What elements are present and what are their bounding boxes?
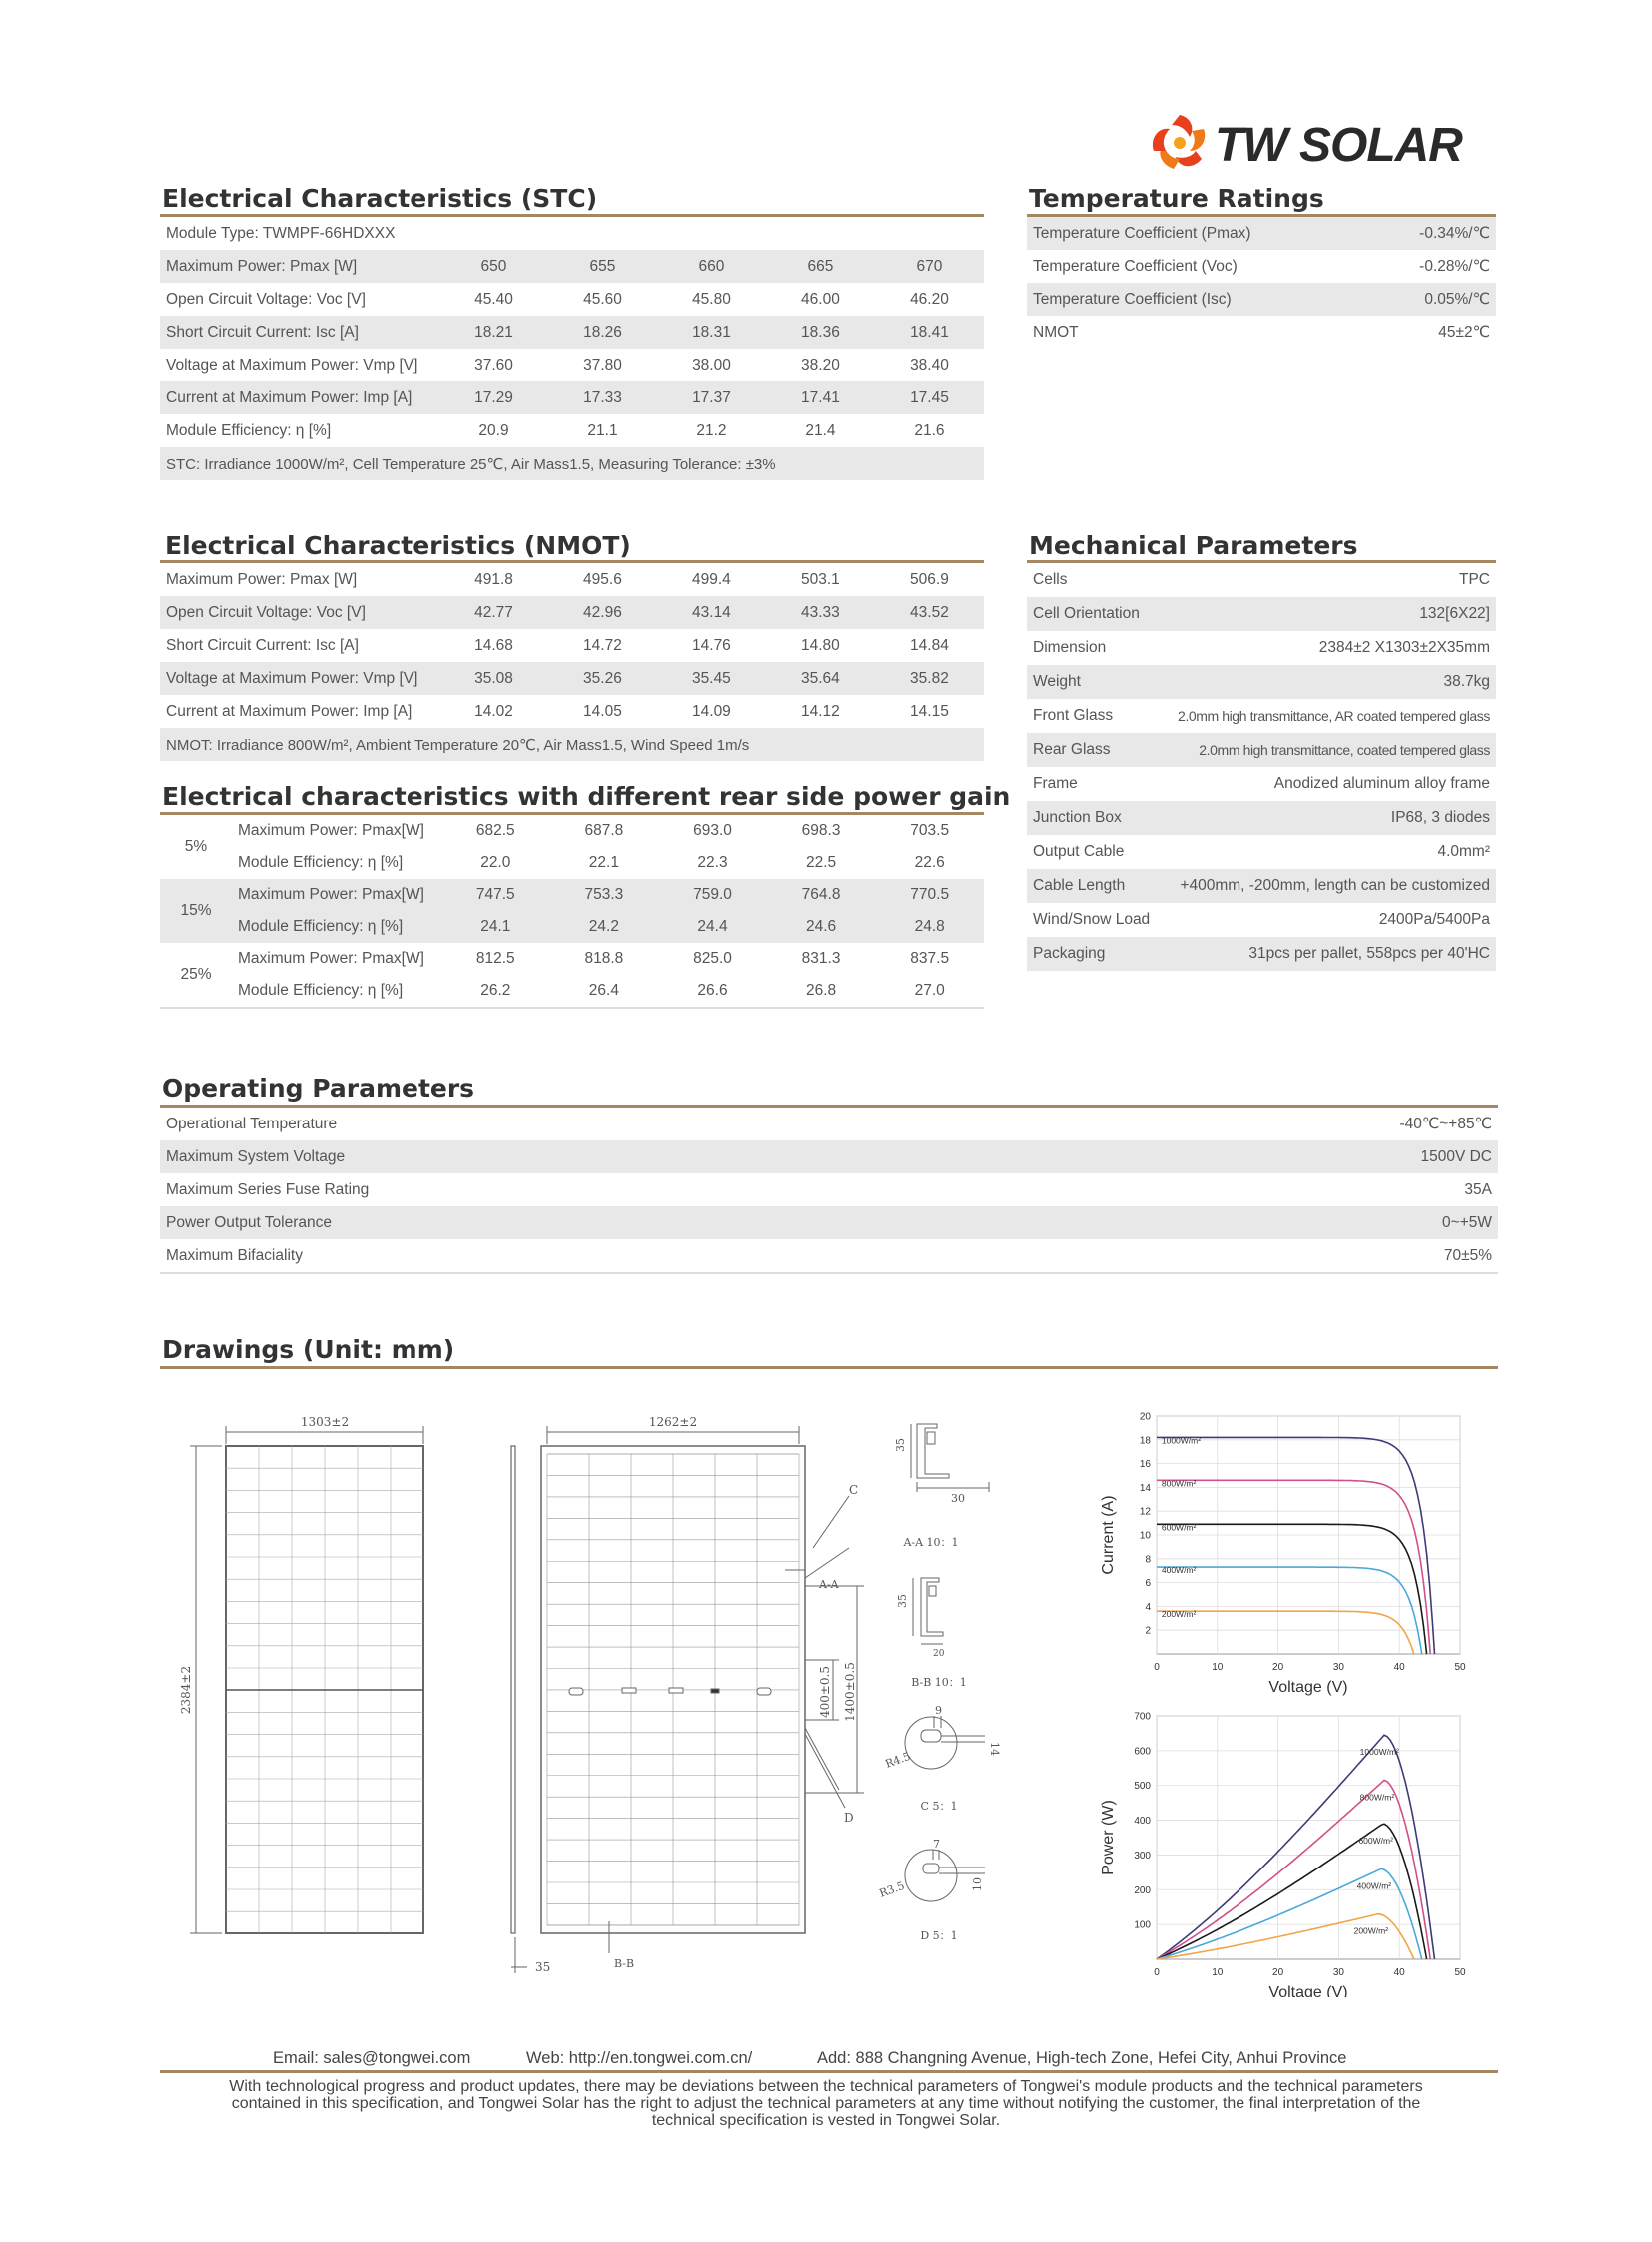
cell-value: 693.0 xyxy=(693,822,732,839)
row-value: 4.0mm² xyxy=(1437,843,1490,860)
label-c: C xyxy=(849,1483,859,1497)
row-value: IP68, 3 diodes xyxy=(1156,801,1496,835)
y-tick-label: 6 xyxy=(1145,1578,1151,1590)
nmot-note: NMOT: Irradiance 800W/m², Ambient Temperature 20℃, Air Mass1.5, Wind Speed 1m/s xyxy=(160,728,984,761)
cell-value: 35.08 xyxy=(439,662,548,695)
dim-depth: 35 xyxy=(535,1960,551,1974)
row-value: 35A xyxy=(1464,1180,1492,1198)
label-bb: B-B xyxy=(614,1957,635,1970)
table-row xyxy=(160,815,984,847)
cell-value: 38.20 xyxy=(801,356,840,374)
cell-value: 18.41 xyxy=(875,316,984,349)
curve-charts xyxy=(1079,1398,1498,1997)
row-label: Module Efficiency: η [%] xyxy=(238,982,404,999)
cell-value: 35.45 xyxy=(657,662,766,695)
stc-table xyxy=(160,217,984,480)
row-label: Open Circuit Voltage: Voc [V] xyxy=(160,596,439,629)
drawings-title: Drawings (Unit: mm) xyxy=(162,1335,455,1364)
cell-value: 21.6 xyxy=(914,421,945,439)
y-axis-label: Current (A) xyxy=(1100,1495,1117,1575)
y-tick-label: 2 xyxy=(1145,1625,1151,1637)
nmot-title: Electrical Characteristics (NMOT) xyxy=(165,531,631,560)
x-axis-label: Voltage (V) xyxy=(1268,1679,1348,1696)
cell-value: 26.8 xyxy=(805,982,837,999)
x-tick-label: 10 xyxy=(1212,1967,1224,1978)
y-tick-label: 500 xyxy=(1134,1781,1151,1793)
series-label: 400W/m² xyxy=(1161,1565,1197,1576)
series-label: 800W/m² xyxy=(1359,1792,1395,1803)
cell-value: 26.6 xyxy=(697,982,728,999)
table-row xyxy=(1027,835,1496,869)
series-label: 200W/m² xyxy=(1353,1925,1389,1936)
row-label: Wind/Snow Load xyxy=(1033,911,1151,928)
row-value: +400mm, -200mm, length can be customized xyxy=(1156,869,1496,903)
table-row xyxy=(160,414,984,447)
series-label: 1000W/m² xyxy=(1161,1435,1202,1446)
brand-name: TW SOLAR xyxy=(1215,119,1462,172)
dim-1400: 1400±0.5 xyxy=(843,1662,857,1722)
y-tick-label: 300 xyxy=(1134,1850,1151,1862)
cell-value: 812.5 xyxy=(475,950,515,967)
row-label: Module Efficiency: η [%] xyxy=(166,421,332,439)
cell-value: 22.3 xyxy=(697,854,728,871)
row-label: Voltage at Maximum Power: Vmp [V] xyxy=(160,662,439,695)
table-row xyxy=(1027,563,1496,597)
row-label: Dimension xyxy=(1033,639,1107,656)
table-row xyxy=(1027,316,1496,349)
y-tick-label: 400 xyxy=(1134,1816,1151,1828)
x-axis-label: Voltage (V) xyxy=(1268,1984,1348,1997)
c-r: R4.5 xyxy=(883,1749,913,1771)
y-tick-label: 10 xyxy=(1139,1530,1151,1542)
table-row xyxy=(160,283,984,316)
operating-table xyxy=(160,1108,1498,1274)
row-label: Voltage at Maximum Power: Vmp [V] xyxy=(166,356,418,374)
table-row xyxy=(1027,767,1496,801)
cell-value: 24.6 xyxy=(767,911,876,943)
row-value: 2.0mm high transmittance, AR coated tempered glass xyxy=(1177,708,1490,724)
row-value: -0.28%/℃ xyxy=(1419,258,1490,275)
row-label: Front Glass xyxy=(1033,707,1114,724)
cell-value: 491.8 xyxy=(474,570,513,588)
row-value: 45±2℃ xyxy=(1438,324,1490,341)
y-tick-label: 20 xyxy=(1139,1411,1151,1423)
table-row xyxy=(160,879,984,911)
row-label: Maximum System Voltage xyxy=(160,1140,1061,1173)
bb-caption: B-B 10：1 xyxy=(911,1676,967,1689)
bb-35: 35 xyxy=(896,1594,909,1608)
cell-value: 14.72 xyxy=(583,636,622,654)
cell-value: 42.96 xyxy=(548,596,657,629)
cell-value: 37.80 xyxy=(583,356,622,374)
row-label: Module Efficiency: η [%] xyxy=(232,911,441,943)
row-label: Junction Box xyxy=(1027,801,1156,835)
cell-value: 764.8 xyxy=(767,879,876,911)
cell-value: 18.21 xyxy=(439,316,548,349)
cell-value: 35.26 xyxy=(548,662,657,695)
side-view-drawing xyxy=(511,1446,527,1973)
cell-value: 17.45 xyxy=(875,381,984,414)
detail-c-drawing xyxy=(905,1716,985,1769)
detail-d-drawing xyxy=(905,1850,985,1901)
front-view-drawing xyxy=(190,1426,423,1933)
cell-value: 698.3 xyxy=(801,822,841,839)
cell-value: 818.8 xyxy=(584,950,624,967)
cell-value: 650 xyxy=(439,250,548,283)
cell-value: 26.2 xyxy=(480,982,511,999)
cell-value: 21.2 xyxy=(696,421,727,439)
cell-value: 18.26 xyxy=(548,316,657,349)
mech-title: Mechanical Parameters xyxy=(1029,531,1358,560)
series-label: 600W/m² xyxy=(1161,1522,1197,1533)
x-tick-label: 20 xyxy=(1272,1967,1284,1978)
cell-value: 24.1 xyxy=(441,911,550,943)
cell-value: 38.40 xyxy=(910,356,949,374)
table-row xyxy=(1027,869,1496,903)
series-label: 400W/m² xyxy=(1356,1880,1392,1891)
table-row xyxy=(160,943,984,975)
y-tick-label: 16 xyxy=(1139,1459,1151,1471)
series-label: 200W/m² xyxy=(1161,1609,1197,1620)
cell-value: 14.02 xyxy=(474,702,513,720)
table-row xyxy=(160,1173,1498,1206)
series-label: 600W/m² xyxy=(1358,1836,1393,1847)
cell-value: 655 xyxy=(548,250,657,283)
cell-value: 14.09 xyxy=(692,702,731,720)
x-tick-label: 0 xyxy=(1154,1662,1160,1673)
iv-pv-charts xyxy=(1079,1398,1498,1997)
row-value: 1500V DC xyxy=(1061,1140,1498,1173)
table-row xyxy=(1027,903,1496,937)
cell-value: 21.1 xyxy=(587,421,618,439)
table-row xyxy=(160,596,984,629)
cell-value: 24.8 xyxy=(875,911,984,943)
x-tick-label: 30 xyxy=(1332,1662,1344,1673)
table-row xyxy=(160,1206,1498,1239)
cell-value: 14.76 xyxy=(692,636,731,654)
row-value: TPC xyxy=(1459,571,1490,588)
dim-height: 2384±2 xyxy=(179,1665,193,1715)
table-row xyxy=(160,316,984,349)
aa-30: 30 xyxy=(951,1492,965,1505)
cell-value: 24.4 xyxy=(658,911,767,943)
dim-width: 1303±2 xyxy=(300,1415,350,1429)
row-value: 31pcs per pallet, 558pcs per 40'HC xyxy=(1156,937,1496,971)
row-label: Weight xyxy=(1027,665,1156,699)
cell-value: 825.0 xyxy=(693,950,732,967)
row-label: Current at Maximum Power: Imp [A] xyxy=(160,381,439,414)
cell-value: 37.60 xyxy=(474,356,513,374)
row-label: Operational Temperature xyxy=(166,1115,338,1132)
y-tick-label: 14 xyxy=(1139,1482,1151,1494)
cell-value: 14.68 xyxy=(474,636,513,654)
row-value: 2.0mm high transmittance, coated tempered glass xyxy=(1156,733,1496,767)
x-tick-label: 20 xyxy=(1272,1662,1284,1673)
cell-value: 22.1 xyxy=(588,854,619,871)
cell-value: 21.4 xyxy=(805,421,836,439)
y-tick-label: 12 xyxy=(1139,1506,1151,1518)
cell-value: 24.2 xyxy=(550,911,659,943)
cell-value: 660 xyxy=(657,250,766,283)
cell-value: 43.33 xyxy=(766,596,875,629)
stc-note: STC: Irradiance 1000W/m², Cell Temperature 25℃, Air Mass1.5, Measuring Tolerance: ±3% xyxy=(160,447,984,480)
table-row xyxy=(160,1140,1498,1173)
cell-value: 22.5 xyxy=(805,854,837,871)
row-label: Cable Length xyxy=(1027,869,1156,903)
gain-percent: 25% xyxy=(180,966,212,983)
y-tick-label: 100 xyxy=(1134,1919,1151,1931)
cell-value: 46.00 xyxy=(801,290,840,308)
cell-value: 499.4 xyxy=(692,570,731,588)
row-label: Rear Glass xyxy=(1027,733,1156,767)
row-label: Temperature Coefficient (Isc) xyxy=(1027,283,1372,316)
cell-value: 20.9 xyxy=(478,421,509,439)
aa-35: 35 xyxy=(894,1438,907,1452)
row-label: Frame xyxy=(1033,775,1078,792)
module-drawings xyxy=(160,1398,1009,1997)
table-row xyxy=(1027,250,1496,283)
table-row xyxy=(160,662,984,695)
row-value: 0.05%/℃ xyxy=(1372,283,1496,316)
row-label: Short Circuit Current: Isc [A] xyxy=(166,636,359,654)
cell-value: 45.60 xyxy=(583,290,622,308)
c-14: 14 xyxy=(988,1742,1001,1756)
table-row xyxy=(1027,733,1496,767)
cell-value: 22.0 xyxy=(480,854,511,871)
row-label: Maximum Power: Pmax [W] xyxy=(166,570,358,588)
row-label: Cells xyxy=(1033,571,1068,588)
cell-value: 14.80 xyxy=(800,636,840,654)
dim-400: 400±0.5 xyxy=(818,1665,832,1719)
table-row xyxy=(160,1108,1498,1140)
cell-value: 837.5 xyxy=(910,950,950,967)
row-value: 38.7kg xyxy=(1156,665,1496,699)
row-value: -0.34%/℃ xyxy=(1372,217,1496,250)
row-label: NMOT xyxy=(1033,323,1079,341)
rear-table xyxy=(160,815,984,1009)
series-label: 800W/m² xyxy=(1161,1478,1197,1489)
y-tick-label: 4 xyxy=(1145,1601,1151,1613)
row-label: Maximum Series Fuse Rating xyxy=(166,1180,370,1198)
footer-rule xyxy=(160,2070,1498,2073)
table-row xyxy=(1027,801,1496,835)
table-row xyxy=(160,695,984,728)
table-note-row xyxy=(160,447,984,480)
cell-value: 26.4 xyxy=(588,982,619,999)
rear-title: Electrical characteristics with different rear side power gain xyxy=(162,782,1011,811)
table-row xyxy=(1027,937,1496,971)
y-tick-label: 200 xyxy=(1134,1884,1151,1896)
table-row xyxy=(1027,597,1496,631)
table-row xyxy=(160,847,984,879)
x-tick-label: 40 xyxy=(1393,1662,1405,1673)
cell-value: 43.52 xyxy=(875,596,984,629)
cell-value: 42.77 xyxy=(439,596,548,629)
cell-value: 14.12 xyxy=(800,702,840,720)
aa-caption: A-A 10：1 xyxy=(903,1536,959,1549)
cell-value: 46.20 xyxy=(910,290,949,308)
table-row xyxy=(160,629,984,662)
dim-inner: 1262±2 xyxy=(648,1415,698,1429)
y-tick-label: 18 xyxy=(1139,1435,1151,1447)
row-label: Current at Maximum Power: Imp [A] xyxy=(166,702,413,720)
c-9: 9 xyxy=(935,1704,942,1717)
row-value: 132[6X22] xyxy=(1156,597,1496,631)
row-value: 2384±2 X1303±2X35mm xyxy=(1318,639,1490,656)
table-row xyxy=(160,1239,1498,1273)
cell-value: 753.3 xyxy=(550,879,659,911)
cell-value: 45.80 xyxy=(692,290,731,308)
cell-value: 831.3 xyxy=(801,950,841,967)
temp-title: Temperature Ratings xyxy=(1029,184,1324,213)
nmot-table xyxy=(160,563,984,761)
x-tick-label: 40 xyxy=(1393,1967,1405,1978)
x-tick-label: 30 xyxy=(1332,1967,1344,1978)
row-label: Maximum Power: Pmax[W] xyxy=(238,950,424,967)
row-label: Maximum Bifaciality xyxy=(166,1246,303,1264)
row-label: Maximum Power: Pmax[W] xyxy=(238,822,424,839)
table-note-row xyxy=(160,728,984,761)
y-tick-label: 700 xyxy=(1134,1711,1151,1723)
section-aa-drawing xyxy=(911,1424,989,1492)
cell-value: 18.31 xyxy=(657,316,766,349)
row-label: Temperature Coefficient (Pmax) xyxy=(1027,217,1372,250)
row-label: Maximum Power: Pmax [W] xyxy=(160,250,439,283)
gain-percent: 5% xyxy=(184,838,208,855)
cell-value: 14.15 xyxy=(910,702,949,720)
table-row xyxy=(1027,283,1496,316)
section-bb-drawing xyxy=(913,1578,943,1644)
cell-value: 17.33 xyxy=(548,381,657,414)
row-label: Packaging xyxy=(1027,937,1156,971)
table-row xyxy=(160,381,984,414)
x-tick-label: 50 xyxy=(1454,1967,1466,1978)
x-tick-label: 50 xyxy=(1454,1662,1466,1673)
row-label: Temperature Coefficient (Voc) xyxy=(1033,257,1238,275)
cell-value: 18.36 xyxy=(766,316,875,349)
d-7: 7 xyxy=(933,1838,940,1851)
row-label: Open Circuit Voltage: Voc [V] xyxy=(166,290,366,308)
series-label: 1000W/m² xyxy=(1359,1747,1399,1758)
c-caption: C 5：1 xyxy=(920,1800,958,1813)
row-value: 0~+5W xyxy=(1061,1206,1498,1239)
sun-logo-icon xyxy=(1149,112,1211,174)
cell-value: 759.0 xyxy=(658,879,767,911)
table-row xyxy=(160,563,984,596)
row-label: Module Efficiency: η [%] xyxy=(238,854,404,871)
bb-20: 20 xyxy=(933,1649,945,1659)
cell-value: 17.29 xyxy=(439,381,548,414)
cell-value: 38.00 xyxy=(692,356,731,374)
table-row xyxy=(160,250,984,283)
cell-value: 43.14 xyxy=(657,596,766,629)
temp-table xyxy=(1027,217,1496,349)
table-row xyxy=(160,911,984,943)
cell-value: 27.0 xyxy=(914,982,945,999)
d-10: 10 xyxy=(971,1877,984,1891)
y-axis-label: Power (W) xyxy=(1100,1800,1117,1875)
cell-value: 22.6 xyxy=(914,854,945,871)
table-row xyxy=(160,349,984,381)
operating-title: Operating Parameters xyxy=(162,1074,475,1103)
footer-web[interactable]: Web: http://en.tongwei.com.cn/ xyxy=(526,2049,753,2067)
row-label: Power Output Tolerance xyxy=(160,1206,1061,1239)
cell-value: 17.41 xyxy=(766,381,875,414)
row-value: Anodized aluminum alloy frame xyxy=(1273,775,1490,792)
cell-value: 770.5 xyxy=(875,879,984,911)
row-value: 70±5% xyxy=(1443,1246,1492,1264)
gain-percent: 15% xyxy=(160,879,232,943)
d-caption: D 5：1 xyxy=(920,1929,958,1942)
cell-value: 670 xyxy=(875,250,984,283)
d-r: R3.5 xyxy=(877,1878,907,1900)
module-type: Module Type: TWMPF-66HDXXX xyxy=(166,224,396,242)
table-row xyxy=(1027,665,1496,699)
y-tick-label: 8 xyxy=(1145,1554,1151,1566)
cell-value: 682.5 xyxy=(475,822,515,839)
cell-value: 35.82 xyxy=(875,662,984,695)
row-label: Cell Orientation xyxy=(1027,597,1156,631)
footer-disclaimer: With technological progress and product updates, there may be deviations between the technical parameters of Tongwei's module products and the technical parameters contained in this specification, and Tongwei Solar has the right to adjust the technical parameters at any time without notifying the customer, the final interpretation of the technical specification is vested in Tongwei Solar. xyxy=(229,2078,1423,2129)
label-d: D xyxy=(844,1811,854,1825)
cell-value: 665 xyxy=(766,250,875,283)
cell-value: 703.5 xyxy=(910,822,950,839)
cell-value: 14.05 xyxy=(583,702,622,720)
cell-value: 14.84 xyxy=(910,636,949,654)
table-row xyxy=(160,975,984,1008)
cell-value: 503.1 xyxy=(800,570,840,588)
cell-value: 747.5 xyxy=(441,879,550,911)
x-tick-label: 10 xyxy=(1212,1662,1224,1673)
drawings-rule xyxy=(160,1366,1498,1369)
cell-value: 506.9 xyxy=(910,570,949,588)
cell-value: 495.6 xyxy=(583,570,622,588)
rear-view-drawing xyxy=(541,1426,864,1953)
cell-value: 687.8 xyxy=(584,822,624,839)
y-tick-label: 600 xyxy=(1134,1746,1151,1758)
x-tick-label: 0 xyxy=(1154,1967,1160,1978)
cell-value: 17.37 xyxy=(657,381,766,414)
brand-logo xyxy=(1149,112,1498,176)
cell-value: 35.64 xyxy=(766,662,875,695)
table-row xyxy=(1027,699,1496,733)
row-label: Output Cable xyxy=(1033,843,1125,860)
row-label: Short Circuit Current: Isc [A] xyxy=(160,316,439,349)
label-aa: A-A xyxy=(819,1578,839,1591)
stc-title: Electrical Characteristics (STC) xyxy=(162,184,598,213)
row-value: -40℃~+85℃ xyxy=(1399,1116,1492,1132)
cell-value: 45.40 xyxy=(474,290,513,308)
mech-table xyxy=(1027,563,1496,971)
footer-address: Add: 888 Changning Avenue, High-tech Zone, Hefei City, Anhui Province xyxy=(817,2049,1347,2067)
footer-email[interactable]: Email: sales@tongwei.com xyxy=(273,2049,471,2067)
table-row xyxy=(1027,217,1496,250)
table-row xyxy=(1027,631,1496,665)
row-label: Maximum Power: Pmax[W] xyxy=(232,879,441,911)
row-value: 2400Pa/5400Pa xyxy=(1378,911,1490,928)
